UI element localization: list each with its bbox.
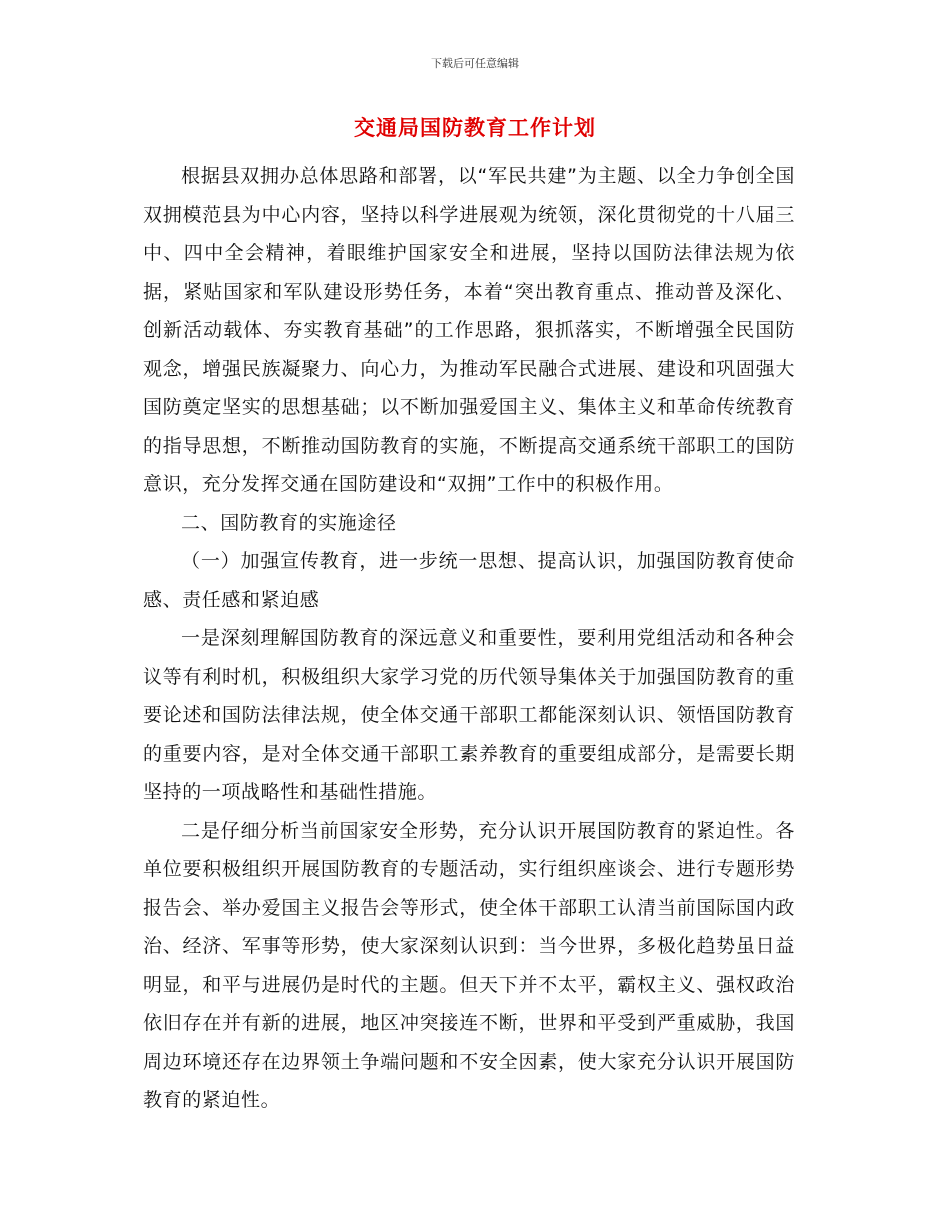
paragraph-point-two: 二是仔细分析当前国家安全形势，充分认识开展国防教育的紧迫性。各单位要积极组织开展国防教育的专题活动，实行组织座谈会、进行专题形势报告会、举办爱国主义报告会等形式，使全体干部职工认清当前国际国内政治、经济、军事等形势，使大家深刻认识到：当今世界，多极化趋势虽日益明显，和平与进展仍是时代的主题。但天下并不太平，霸权主义、强权政治依旧存在并有新的进展，地区冲突接连不断，世界和平受到严重威胁，我国周边环境还存在边界领土争端问题和不安全因素，使大家充分认识开展国防教育的紧迫性。 [143, 819, 795, 1111]
header-note: 下载后可任意编辑 [431, 57, 519, 70]
document-title: 交通局国防教育工作计划 [354, 116, 596, 140]
document-body [143, 157, 795, 1120]
paragraph-point-one: 一是深刻理解国防教育的深远意义和重要性，要利用党组活动和各种会议等有利时机，积极组织大家学习党的历代领导集体关于加强国防教育的重要论述和国防法律法规，使全体交通干部职工都能深刻认识、领悟国防教育的重要内容，是对全体交通干部职工素养教育的重要组成部分，是需要长期坚持的一项战略性和基础性措施。 [143, 627, 795, 803]
paragraph-intro: 根据县双拥办总体思路和部署，以“军民共建”为主题、以全力争创全国双拥模范县为中心内容，坚持以科学进展观为统领，深化贯彻党的十八届三中、四中全会精神，着眼维护国家安全和进展，坚持以国防法律法规为依据，紧贴国家和军队建设形势任务，本着“突出教育重点、推动普及深化、创新活动载体、夯实教育基础”的工作思路，狠抓落实，不断增强全民国防观念，增强民族凝聚力、向心力，为推动军民融合式进展、建设和巩固强大国防奠定坚实的思想基础；以不断加强爱国主义、集体主义和革命传统教育的指导思想，不断推动国防教育的实施，不断提高交通系统干部职工的国防意识，充分发挥交通在国防建设和“双拥”工作中的积极作用。 [143, 165, 795, 495]
subsection-heading: （一）加强宣传教育，进一步统一思想、提高认识，加强国防教育使命感、责任感和紧迫感 [143, 550, 795, 611]
section-heading: 二、国防教育的实施途径 [181, 511, 397, 534]
